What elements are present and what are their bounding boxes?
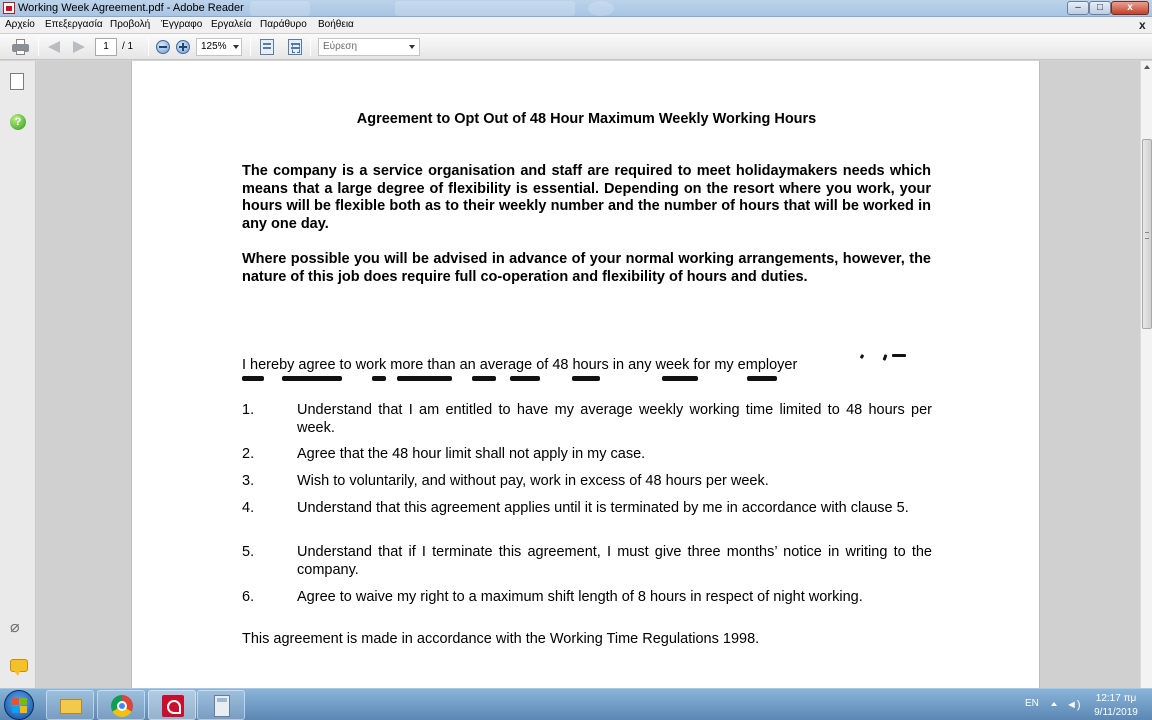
next-page-icon[interactable] xyxy=(70,40,86,54)
agreement-statement: I hereby agree to work more than an average of 48 hours in any week for my employer xyxy=(242,357,798,373)
item-text: Agree to waive my right to a maximum shift length of 8 hours in respect of night working. xyxy=(297,589,863,605)
menu-help[interactable]: Βοήθεια xyxy=(318,19,354,30)
adobe-reader-icon xyxy=(162,695,184,717)
minimize-button[interactable]: – xyxy=(1067,1,1089,15)
taskbar xyxy=(0,688,1152,720)
scroll-up-icon[interactable] xyxy=(1144,65,1150,69)
item-number: 2. xyxy=(242,446,255,462)
taskbar-calculator-button[interactable] xyxy=(197,690,245,720)
toolbar-separator xyxy=(148,38,149,56)
zoom-in-icon[interactable] xyxy=(176,40,190,54)
window-title-bar xyxy=(0,0,1152,17)
window-title: Working Week Agreement.pdf - Adobe Reader xyxy=(18,2,244,14)
document-viewer[interactable] xyxy=(37,61,1140,688)
clock-date[interactable]: 9/11/2019 xyxy=(1094,707,1138,718)
volume-icon[interactable]: ◄) xyxy=(1066,699,1081,711)
close-button[interactable]: x xyxy=(1111,1,1149,15)
item-text: Wish to voluntarily, and without pay, work in excess of 48 hours per week. xyxy=(297,473,769,489)
page-total-label: / 1 xyxy=(122,41,134,52)
background-window-ghost xyxy=(588,1,614,16)
item-text: Agree that the 48 hour limit shall not apply in my case. xyxy=(297,446,646,462)
menu-tools[interactable]: Εργαλεία xyxy=(211,19,252,30)
attachment-icon[interactable]: ⌀ xyxy=(10,619,20,636)
start-button[interactable] xyxy=(4,690,34,720)
item-number: 4. xyxy=(242,500,255,516)
zoom-out-icon[interactable] xyxy=(156,40,170,54)
navigation-panel xyxy=(0,61,36,688)
maximize-button[interactable]: □ xyxy=(1089,1,1111,15)
menu-bar xyxy=(0,17,1152,34)
pages-icon[interactable] xyxy=(10,73,24,90)
item-number: 5. xyxy=(242,544,255,560)
background-window-ghost xyxy=(395,1,575,16)
item-text: Understand that if I terminate this agreement, I must give three months’ notice in writing to the company. xyxy=(297,544,932,578)
search-placeholder: Εύρεση xyxy=(323,41,358,52)
toolbar-separator xyxy=(310,38,311,56)
show-hidden-icons-icon[interactable] xyxy=(1051,702,1057,706)
calculator-icon xyxy=(214,695,230,717)
fit-page-icon[interactable] xyxy=(260,39,274,55)
vertical-scrollbar[interactable] xyxy=(1140,61,1152,688)
zoom-select[interactable] xyxy=(196,38,242,56)
scrollbar-thumb[interactable] xyxy=(1142,139,1152,329)
document-close-icon[interactable]: x xyxy=(1139,18,1146,32)
language-indicator[interactable]: EN xyxy=(1025,698,1039,709)
item-number: 6. xyxy=(242,589,255,605)
full-screen-icon[interactable] xyxy=(288,39,302,55)
menu-view[interactable]: Προβολή xyxy=(110,19,151,30)
clock-time[interactable]: 12:17 πμ xyxy=(1095,693,1137,704)
adobe-reader-app-icon xyxy=(3,2,15,14)
menu-document[interactable]: Έγγραφο xyxy=(161,19,203,30)
print-icon[interactable] xyxy=(12,39,29,55)
toolbar-separator xyxy=(38,38,39,56)
item-number: 3. xyxy=(242,473,255,489)
taskbar-adobe-reader-button[interactable] xyxy=(148,690,196,720)
page-number-input[interactable]: 1 xyxy=(95,38,117,56)
closing-statement: This agreement is made in accordance with the Working Time Regulations 1998. xyxy=(242,631,760,647)
menu-window[interactable]: Παράθυρο xyxy=(260,19,307,30)
search-input[interactable] xyxy=(318,38,420,56)
redaction-mark xyxy=(852,351,912,365)
toolbar-separator xyxy=(250,38,251,56)
taskbar-chrome-button[interactable] xyxy=(97,690,145,720)
taskbar-explorer-button[interactable] xyxy=(46,690,94,720)
item-text: Understand that this agreement applies until it is terminated by me in accordance with clause 5. xyxy=(297,500,909,516)
zoom-value: 125% xyxy=(201,41,227,52)
chevron-down-icon xyxy=(233,45,239,49)
document-title: Agreement to Opt Out of 48 Hour Maximum Weekly Working Hours xyxy=(356,111,817,127)
help-icon[interactable]: ? xyxy=(10,114,26,130)
pdf-page xyxy=(131,61,1040,688)
redaction-mark xyxy=(242,372,932,384)
chevron-down-icon xyxy=(409,45,415,49)
menu-edit[interactable]: Επεξεργασία xyxy=(45,19,103,30)
chrome-icon xyxy=(111,695,133,717)
windows-logo-icon xyxy=(12,698,19,705)
menu-file[interactable]: Αρχείο xyxy=(5,19,35,30)
comments-icon[interactable] xyxy=(10,659,28,672)
background-window-ghost xyxy=(250,1,310,16)
paragraph: The company is a service organisation and staff are required to meet holidaymakers needs which means that a large degree of flexibility is essential. Depending on the resort where you work, your hours will be flexible both as to their weekly number and the number of hours that will be worked in any one day. xyxy=(242,163,931,232)
item-text: Understand that I am entitled to have my average weekly working time limited to 48 hours per week. xyxy=(297,402,932,436)
previous-page-icon[interactable] xyxy=(47,40,63,54)
folder-icon xyxy=(60,699,82,714)
toolbar xyxy=(0,34,1152,60)
item-number: 1. xyxy=(242,402,255,418)
paragraph: Where possible you will be advised in advance of your normal working arrangements, however, the nature of this job does require full co-operation and flexibility of hours and duties. xyxy=(242,251,931,285)
